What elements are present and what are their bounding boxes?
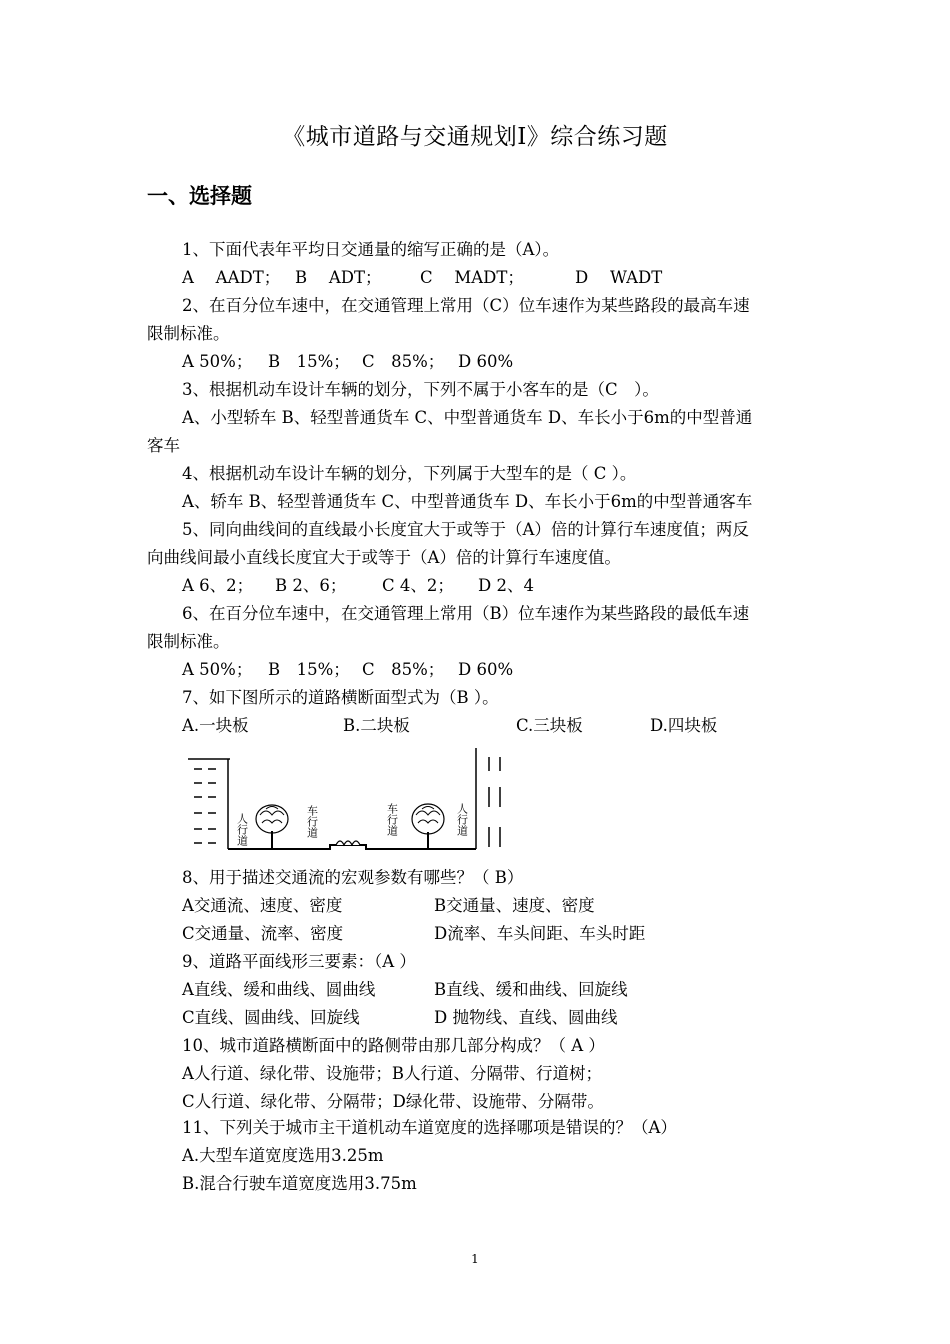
question-5-line-2: 向曲线间最小直线长度宜大于或等于（A）倍的计算行车速度值。 xyxy=(147,548,621,567)
option-d: D 60% xyxy=(458,352,514,371)
question-4-options: A、轿车 B、轻型普通货车 C、中型普通货车 D、车长小于6m的中型普通客车 xyxy=(182,492,753,511)
question-3-options-line-1: A、小型轿车 B、轻型普通货车 C、中型普通货车 D、车长小于6m的中型普通 xyxy=(182,408,753,427)
option-c: C 85%； xyxy=(362,660,445,679)
question-4: 4、根据机动车设计车辆的划分，下列属于大型车的是（ C ）。 xyxy=(182,464,637,483)
option-b: B 15%； xyxy=(268,660,350,679)
question-10: 10、城市道路横断面中的路侧带由那几部分构成？（ A ） xyxy=(182,1036,605,1055)
option-c: C直线、圆曲线、回旋线 xyxy=(182,1008,360,1027)
question-11: 11、下列关于城市主干道机动车道宽度的选择哪项是错误的？（A） xyxy=(182,1118,677,1137)
question-11-option-a: A.大型车道宽度选用3.25m xyxy=(182,1146,384,1165)
question-1: 1、下面代表年平均日交通量的缩写正确的是（A）。 xyxy=(182,240,560,259)
option-a: A 50%； xyxy=(182,660,253,679)
left-building xyxy=(188,759,230,849)
option-d: D 2、4 xyxy=(478,576,534,595)
option-d: D流率、车头间距、车头时距 xyxy=(434,924,646,943)
label-carriageway-left: 车行道 xyxy=(305,805,319,838)
question-5-line-1: 5、同向曲线间的直线最小长度宜大于或等于（A）倍的计算行车速度值；两反 xyxy=(182,520,749,539)
road-cross-section-diagram xyxy=(180,748,525,866)
option-b: B ADT； xyxy=(295,268,382,287)
option-a: A交通流、速度、密度 xyxy=(182,896,343,915)
section-heading: 一、选择题 xyxy=(147,183,252,208)
page-number: 1 xyxy=(471,1252,479,1266)
question-2-line-2: 限制标准。 xyxy=(147,324,230,343)
option-b: B 15%； xyxy=(268,352,350,371)
question-11-option-b: B.混合行驶车道宽度选用3.75m xyxy=(182,1174,417,1193)
option-d: D.四块板 xyxy=(650,716,718,735)
option-a: A 6、2； xyxy=(182,576,254,595)
question-6-line-2: 限制标准。 xyxy=(147,632,230,651)
question-6-line-1: 6、在百分位车速中，在交通管理上常用（B）位车速作为某些路段的最低车速 xyxy=(182,604,750,623)
option-d: D 抛物线、直线、圆曲线 xyxy=(434,1008,618,1027)
question-7-options xyxy=(0,716,718,817)
option-a: A 50%； xyxy=(182,352,253,371)
label-sidewalk-left: 人行道 xyxy=(235,813,249,846)
right-building xyxy=(476,748,518,849)
tree-right xyxy=(412,804,444,849)
question-7: 7、如下图所示的道路横断面型式为（B ）。 xyxy=(182,688,499,707)
option-c: C.三块板 xyxy=(516,716,583,735)
page-title: 《城市道路与交通规划Ⅰ》综合练习题 xyxy=(282,124,668,150)
question-9: 9、道路平面线形三要素：（A ） xyxy=(182,952,416,971)
option-a: A.一块板 xyxy=(182,716,249,735)
question-10-options-line-2: C人行道、绿化带、分隔带；D绿化带、设施带、分隔带。 xyxy=(182,1092,604,1111)
option-c: C 4、2； xyxy=(382,576,454,595)
question-2-line-1: 2、在百分位车速中，在交通管理上常用（C）位车速作为某些路段的最高车速 xyxy=(182,296,750,315)
tree-left xyxy=(256,805,288,849)
option-b: B.二块板 xyxy=(343,716,410,735)
question-3: 3、根据机动车设计车辆的划分，下列不属于小客车的是（C ）。 xyxy=(182,380,659,399)
option-b: B直线、缓和曲线、回旋线 xyxy=(434,980,628,999)
label-carriageway-right: 车行道 xyxy=(385,803,399,836)
question-8: 8、用于描述交通流的宏观参数有哪些？（ B） xyxy=(182,868,524,887)
question-10-options-line-1: A人行道、绿化带、设施带；B人行道、分隔带、行道树； xyxy=(182,1064,603,1083)
option-c: C 85%； xyxy=(362,352,445,371)
option-a: A直线、缓和曲线、圆曲线 xyxy=(182,980,376,999)
option-d: D 60% xyxy=(458,660,514,679)
option-a: A AADT； xyxy=(182,268,281,287)
option-b: B交通量、速度、密度 xyxy=(434,896,595,915)
question-3-options-line-2: 客车 xyxy=(147,436,180,455)
option-b: B 2、6； xyxy=(275,576,347,595)
option-c: C MADT； xyxy=(420,268,524,287)
option-d: D WADT xyxy=(575,268,663,287)
shrub-median xyxy=(336,841,360,845)
option-c: C交通量、流率、密度 xyxy=(182,924,344,943)
label-sidewalk-right: 人行道 xyxy=(455,803,469,836)
